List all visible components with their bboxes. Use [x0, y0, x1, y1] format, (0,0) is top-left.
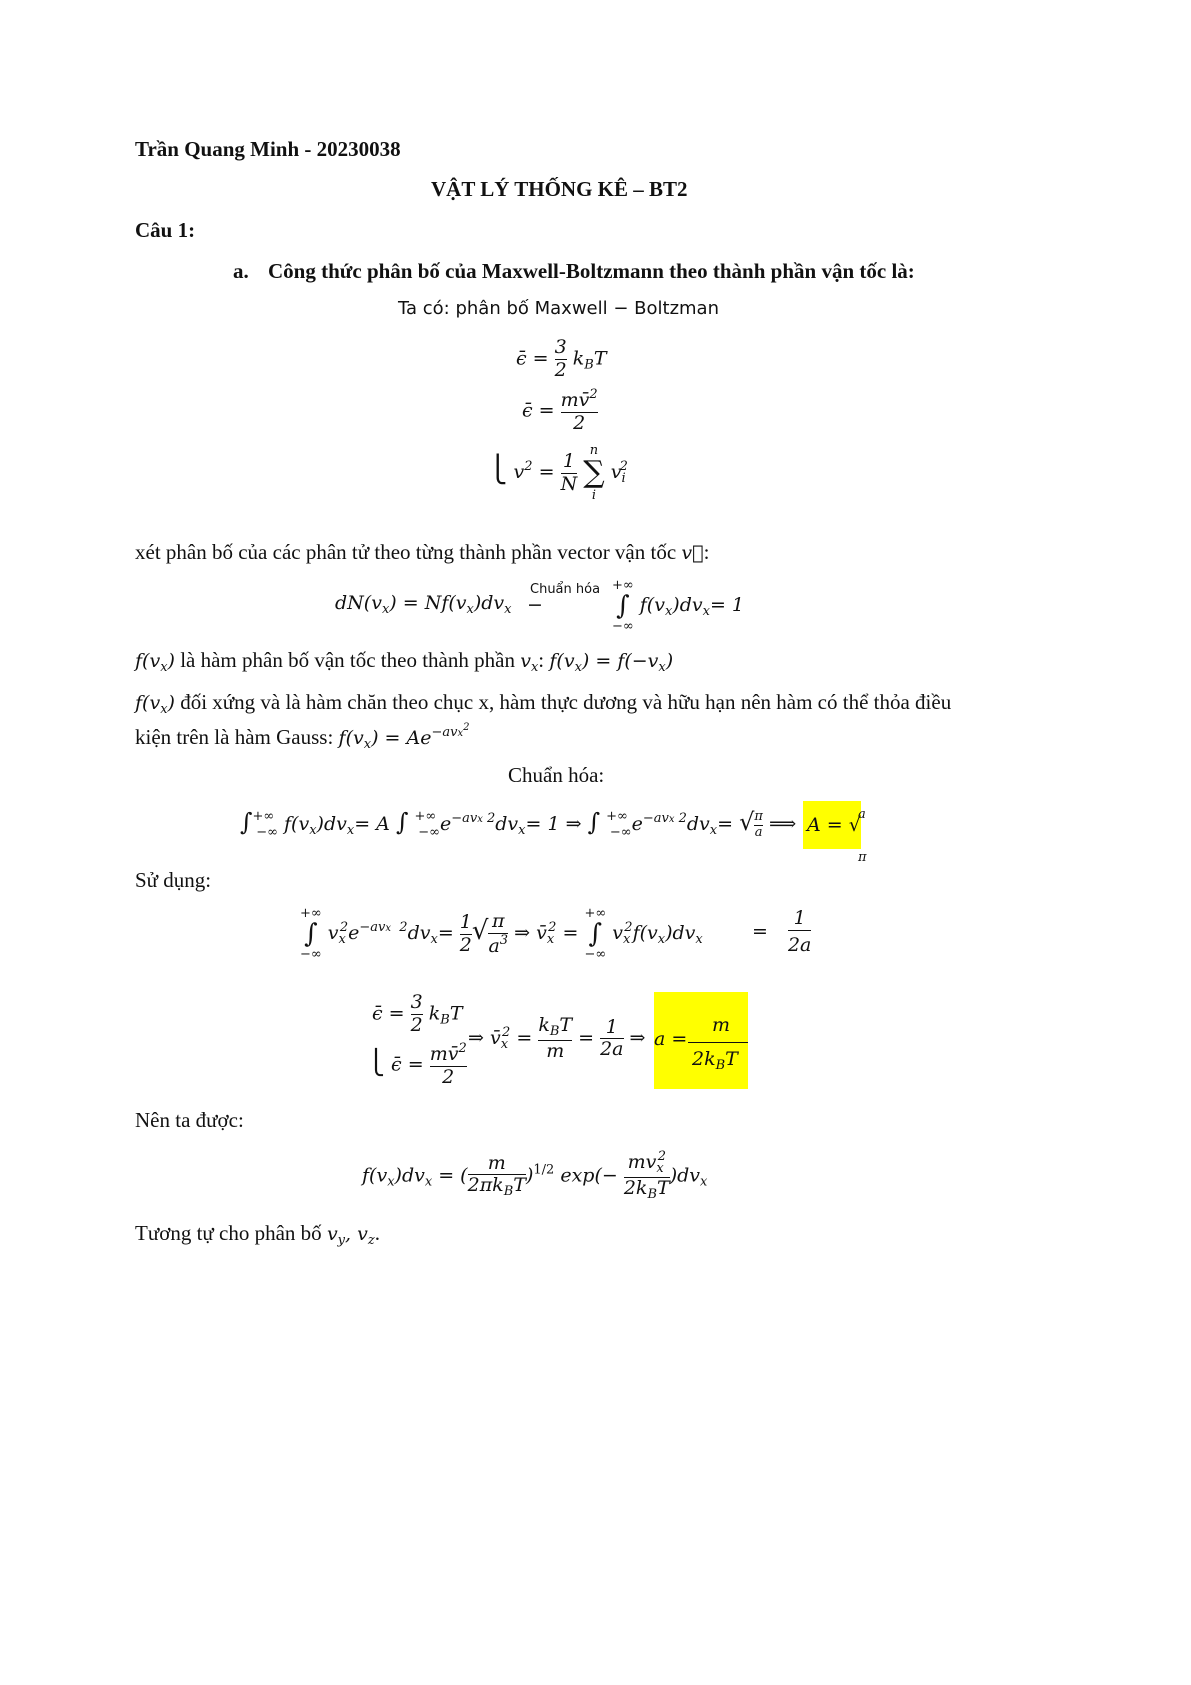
eq-normalization-integral: +∞ ∫ −∞ $f(v_x)dv_x= 1$: [612, 578, 745, 634]
eq-a-derivation: ⇒ $v̄_x^2$ = $\frac{k_BT}{m}$ = $\frac{1}{2a}$ ⇒: [468, 1014, 646, 1062]
A-fraction-den: π: [858, 850, 867, 865]
eq-epsilon-system-2: ⎩ ϵ̄ = $\frac{mv̄^2}{2}$: [367, 1041, 467, 1088]
gauss-line: kiện trên là hàm Gauss: $f(v_x) = Ae^{-avx^2}$: [135, 722, 470, 752]
xet-line: xét phân bố của các phân tử theo từng thành phần vector vận tốc v⃗:: [135, 540, 710, 564]
eq-v2-sum: ⎩ $v^2$ = $\frac{1}{N}$ n ∑ i $v_i^2$: [488, 443, 628, 503]
su-dung-label: Sử dụng:: [135, 868, 212, 892]
author-line: Trần Quang Minh - 20230038: [135, 137, 401, 161]
chuan-hoa-arrow-label: Chuẩn hóa: [530, 582, 601, 597]
eq-normalization-chain: $\int^{+\infty}_{-\infty}$ $f(v_x)dv_x= A$ ∫ $^{+\infty}_{-\infty}e^{-avx 2}dv_x= 1$ ⇒ ∫ $^{+\infty}_{-\infty}e^{-avx 2}dv_x=$ √ $\frac{\pi}{a}$ ⟹: [240, 808, 797, 840]
eq-epsilon-kT: ϵ̄ = $\frac{3}{2}$ $k_BT$: [516, 336, 607, 381]
f-is-line: $f(v_x)$ là hàm phân bố vận tốc theo thành phần $v_x$: $f(v_x) = f(-v_x)$: [135, 648, 674, 675]
nen-ta-duoc: Nên ta được:: [135, 1108, 244, 1132]
eq-epsilon-system-1: ϵ̄ = $\frac{3}{2}$ $k_BT$: [372, 991, 463, 1036]
section-a-heading: Công thức phân bố của Maxwell-Boltzmann theo thành phần vận tốc là:: [268, 259, 915, 283]
tuong-tu-line: Tương tự cho phân bố $v_y$, $v_z$.: [135, 1221, 380, 1248]
document-title: VẬT LÝ THỐNG KÊ – BT2: [431, 177, 688, 201]
question-label: Câu 1:: [135, 218, 196, 242]
highlight-A-result: A = √: [803, 801, 861, 849]
highlight-a-result: a = m $2k_BT$: [654, 992, 748, 1089]
ta-co-line: Ta có: phân bố Maxwell − Boltzman: [398, 298, 719, 319]
eq-moment-result: = $\frac{1}{2a}$: [752, 907, 812, 956]
section-a-label: a.: [233, 259, 249, 283]
chuan-hoa-heading: Chuẩn hóa:: [508, 763, 605, 787]
arrow-dash: −: [527, 594, 543, 616]
eq-gaussian-moment: +∞ ∫ −∞ $v_x^2e^{-avx 2}dv_x=$ $\frac{1}{2}$ √ $\frac{\pi}{a^3}$ ⇒ $v̄_x^2$ = +∞ ∫ −∞ $v_x^2f(v_x)dv_x$: [300, 906, 703, 962]
symmetry-line: $f(v_x)$ đối xứng và là hàm chăn theo chục x, hàm thực dương và hữu hạn nên hàm có thể thỏa điều: [135, 690, 952, 717]
eq-epsilon-mv2: ϵ̄ = $\frac{mv̄^2}{2}$: [522, 387, 598, 434]
eq-final-distribution: $f(v_x)dv_x$ = ( $\frac{m}{2\pi k_BT}$ )$^{1/2}$ exp(− $\frac{mv_x^2}{2k_BT}$ )$dv_x$: [362, 1149, 708, 1202]
A-fraction-num: a: [858, 807, 866, 822]
eq-dN: $dN(v_x) = Nf(v_x)dv_x$: [335, 592, 512, 617]
